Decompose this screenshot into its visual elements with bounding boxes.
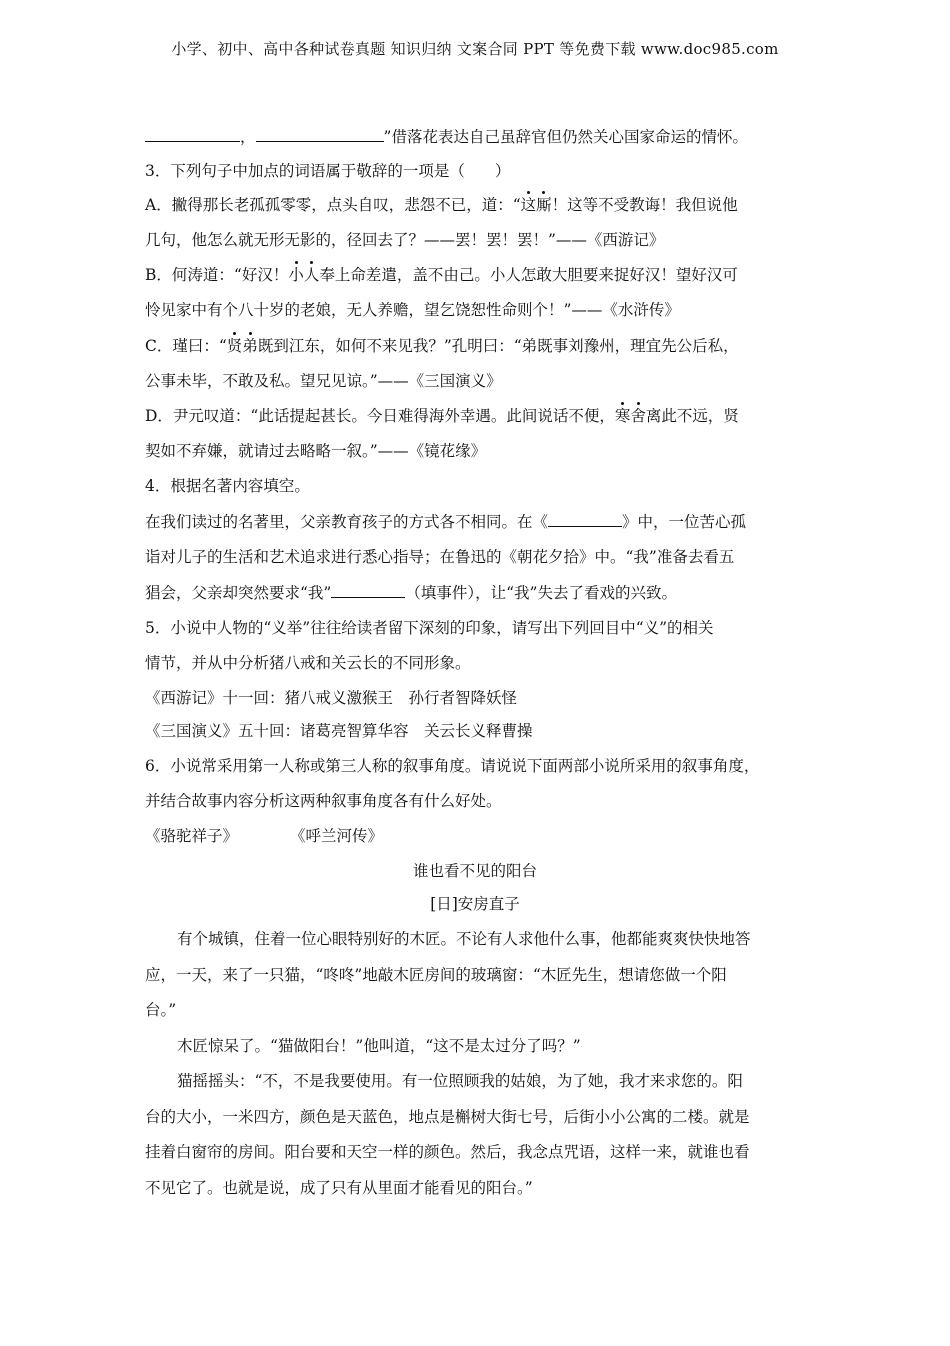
q6-books: [145, 826, 383, 846]
q3-option-a-line1: [145, 195, 738, 215]
q4-line1: [145, 511, 746, 532]
q6-line1: 6．小说常采用第一人称或第三人称的叙事角度。请说说下面两部小说所采用的叙事角度，: [145, 757, 760, 775]
q3-option-a-line2: 几句，他怎么就无形无影的，径回去了？——罢！罢！罢！”——《西游记》: [145, 231, 665, 249]
book-title: 《骆驼祥子》: [145, 827, 239, 845]
dotted-char: 寒: [614, 407, 631, 425]
q4-line3: [145, 582, 677, 603]
dotted-char: 弟: [242, 337, 258, 355]
dotted-char: 舍: [630, 407, 646, 425]
option-text: A．撇得那长老孤孤零零，点头自叹，悲怨不已，道：“: [145, 196, 521, 214]
option-text: ！这等不受教诲！我但说他: [551, 196, 738, 214]
q2-tail-line: [145, 126, 748, 147]
q2-tail-text: ”借落花表达自己虽辞官但仍然关心国家命运的情怀。: [383, 128, 748, 146]
q3-option-c-line1: [145, 336, 739, 356]
q2-comma: ，: [240, 128, 256, 146]
answer-blank[interactable]: [331, 582, 405, 598]
option-text: D．尹元叹道：“此话提起甚长。今日难得海外幸遇。此间说话不便，: [145, 407, 615, 425]
q4-line2: 诣对儿子的生活和艺术追求进行悉心指导；在鲁迅的《朝花夕拾》中。“我”准备去看五: [145, 548, 735, 566]
q5-chapter-sanguo: 《三国演义》五十回：诸葛亮智算华容 关云长义释曹操: [145, 722, 533, 740]
story-title: 谁也看不见的阳台: [412, 862, 537, 880]
q5-line2: 情节，并从中分析猪八戒和关云长的不同形象。: [145, 654, 471, 672]
q3-option-d-line2: 契如不弃嫌，就请过去略略一叙。”——《镜花缘》: [145, 442, 487, 460]
q3-option-b-line1: [145, 265, 738, 285]
option-text: 既到江东，如何不来见我？”孔明曰：“弟既事刘豫州，理宜先公后私，: [257, 337, 739, 355]
q3-stem-text: 3．下列句子中加点的词语属于敬辞的一项是（: [145, 162, 465, 180]
q4-stem: 4．根据名著内容填空。: [145, 477, 310, 495]
option-text: 奉上命差遣，盖不由己。小人怎敢大胆要来捉好汉！望好汉可: [319, 266, 738, 284]
dotted-char: 厮: [536, 196, 552, 214]
q3-option-c-line2: 公事未毕，不敢及私。望兄见谅。”——《三国演义》: [145, 372, 502, 390]
dotted-char: 这: [520, 196, 537, 214]
dotted-char: 贤: [226, 337, 243, 355]
q6-line2: 并结合故事内容分析这两种叙事角度各有什么好处。: [145, 792, 502, 810]
story-p1-line3: 台。”: [145, 1001, 177, 1019]
dotted-char: 人: [303, 266, 320, 284]
q3-option-d-line1: [145, 406, 739, 426]
dotted-char: 小: [288, 266, 304, 284]
q4-text: （填事件），让“我”失去了看戏的兴致。: [405, 584, 677, 602]
q5-chapter-xiyouji: 《西游记》十一回：猪八戒义激猴王 孙行者智降妖怪: [145, 689, 518, 707]
option-text: C．瑾曰：“: [145, 337, 227, 355]
page-header: 小学、初中、高中各种试卷真题 知识归纳 文案合同 PPT 等免费下载 www.doc985.com: [171, 40, 779, 58]
story-p3-line1: 猫摇摇头：“不，不是我要使用。有一位照顾我的姑娘，为了她，我才来求您的。阳: [177, 1072, 743, 1090]
story-author: [日]安房直子: [430, 895, 520, 913]
book-title: 《呼兰河传》: [290, 827, 384, 845]
option-text: B．何涛道：“好汉！: [145, 266, 289, 284]
answer-blank[interactable]: [256, 126, 384, 142]
story-p1-line1: 有个城镇，住着一位心眼特别好的木匠。不论有人求他什么事，他都能爽爽快快地答: [177, 930, 751, 948]
q4-text: 猖会，父亲却突然要求“我”: [145, 584, 332, 602]
story-p2: 木匠惊呆了。“猫做阳台！”他叫道，“这不是太过分了吗？”: [177, 1037, 581, 1055]
q5-line1: 5．小说中人物的“义举”往往给读者留下深刻的印象，请写出下列回目中“义”的相关: [145, 619, 714, 637]
story-p1-line2: 应，一天，来了一只猫，“咚咚”地敲木匠房间的玻璃窗：“木匠先生，想请您做一个阳: [145, 966, 727, 984]
answer-blank[interactable]: [548, 511, 622, 527]
q3-stem-close: ）: [494, 162, 511, 180]
q4-text: 》中，一位苦心孤: [622, 513, 747, 531]
q3-option-b-line2: 怜见家中有个八十岁的老娘，无人养赡，望乞饶恕性命则个！”——《水浒传》: [145, 301, 680, 319]
q3-stem: [145, 161, 510, 181]
story-p3-line2: 台的大小，一米四方，颜色是天蓝色，地点是槲树大街七号，后街小小公寓的二楼。就是: [145, 1108, 750, 1126]
story-p3-line4: 不见它了。也就是说，成了只有从里面才能看见的阳台。”: [145, 1179, 533, 1197]
story-p3-line3: 挂着白窗帘的房间。阳台要和天空一样的颜色。然后，我念点咒语，这样一来，就谁也看: [145, 1143, 750, 1161]
answer-blank[interactable]: [145, 126, 240, 142]
q4-text: 在我们读过的名著里，父亲教育孩子的方式各不相同。在《: [145, 513, 549, 531]
option-text: 离此不远，贤: [645, 407, 739, 425]
